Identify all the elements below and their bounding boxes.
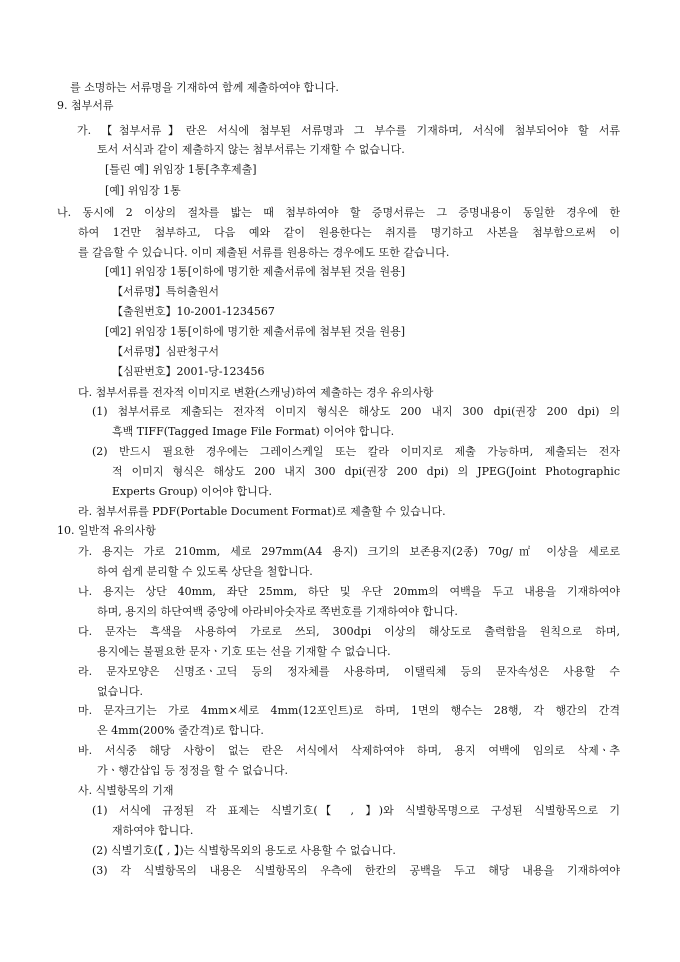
- text-line: 하여 1건만 첨부하고, 다음 예와 같이 원용한다는 취지를 명기하고 사본을 첨부함으로써 이: [78, 226, 620, 239]
- text-line: 가. 【첨부서류】란은 서식에 첨부된 서류명과 그 부수를 기재하며, 서식에 첨부되어야 할 서류: [77, 124, 620, 137]
- text-line: 재하여야 합니다.: [112, 824, 194, 837]
- text-line: (1) 서식에 규정된 각 표제는 식별기호(【 , 】)와 식별항목명으로 구성된 식별항목으로 기: [92, 804, 620, 817]
- text-line: (1) 첨부서류로 제출되는 전자적 이미지 형식은 해상도 200 내지 300 dpi(권장 200 dpi) 의: [92, 405, 620, 418]
- example-line: 【서류명】특허출원서: [112, 285, 220, 298]
- text-line: 다. 문자는 흑색을 사용하여 가로로 쓰되, 300dpi 이상의 해상도로 출력함을 원칙으로 하며,: [78, 625, 620, 638]
- section-heading: 9. 첨부서류: [57, 99, 114, 112]
- text-line: 토서 서식과 같이 제출하지 않는 첨부서류는 기재할 수 없습니다.: [97, 143, 405, 156]
- text-line: Experts Group) 이어야 합니다.: [112, 485, 272, 498]
- text-line: 나. 동시에 2 이상의 절차를 밟는 때 첨부하여야 할 증명서류는 그 증명내용이 동일한 경우에 한: [57, 206, 620, 219]
- text-line: 를 갈음할 수 있습니다. 이미 제출된 서류를 원용하는 경우에도 또한 같습니다.: [78, 246, 450, 259]
- text-line: 용지에는 불필요한 문자ㆍ기호 또는 선을 기재할 수 없습니다.: [97, 645, 391, 658]
- text-line: 사. 식별항목의 기재: [78, 784, 174, 797]
- example-line: 【심판번호】2001-당-123456: [112, 365, 265, 378]
- text-line: 가ㆍ행간삽입 등 정정을 할 수 없습니다.: [97, 764, 288, 777]
- text-line: 를 소명하는 서류명을 기재하여 함께 제출하여야 합니다.: [70, 81, 339, 94]
- text-line: (2) 식별기호(【 , 】)는 식별항목외의 용도로 사용할 수 없습니다.: [92, 844, 396, 857]
- text-line: (3) 각 식별항목의 내용은 식별항목의 우측에 한칸의 공백을 두고 해당 내용을 기재하여야: [92, 864, 620, 877]
- example-line: [예] 위임장 1통: [105, 184, 181, 197]
- text-line: 적 이미지 형식은 해상도 200 내지 300 dpi(권장 200 dpi) 의 JPEG(Joint Photographic: [112, 465, 620, 478]
- text-line: (2) 반드시 필요한 경우에는 그레이스케일 또는 칼라 이미지로 제출 가능하며, 제출되는 전자: [92, 445, 620, 458]
- text-line: 은 4mm(200% 줄간격)로 합니다.: [97, 724, 264, 737]
- example-line: [예2] 위임장 1통[이하에 명기한 제출서류에 첨부된 것을 원용]: [105, 325, 406, 338]
- text-line: 마. 문자크기는 가로 4mm×세로 4mm(12포인트)로 하며, 1면의 행수는 28행, 각 행간의 간격: [78, 704, 620, 717]
- text-line: 흑백 TIFF(Tagged Image File Format) 이어야 합니다.: [112, 425, 395, 438]
- section-heading: 10. 일반적 유의사항: [57, 524, 156, 537]
- text-line: 가. 용지는 가로 210mm, 세로 297mm(A4 용지) 크기의 보존용지(2종) 70g/㎡ 이상을 세로로: [78, 545, 620, 558]
- text-line: 나. 용지는 상단 40mm, 좌단 25mm, 하단 및 우단 20mm의 여백을 두고 내용을 기재하여야: [78, 585, 620, 598]
- example-line: 【서류명】심판청구서: [112, 345, 220, 358]
- text-line: 다. 첨부서류를 전자적 이미지로 변환(스캐닝)하여 제출하는 경우 유의사항: [78, 386, 434, 399]
- text-line: 하며, 용지의 하단여백 중앙에 아라비아숫자로 쪽번호를 기재하여야 합니다.: [97, 605, 458, 618]
- example-line: [틀린 예] 위임장 1통[추후제출]: [105, 163, 257, 176]
- text-line: 라. 문자모양은 신명조ㆍ고딕 등의 정자체를 사용하며, 이탤릭체 등의 문자속성은 사용할 수: [78, 665, 620, 678]
- example-line: [예1] 위임장 1통[이하에 명기한 제출서류에 첨부된 것을 원용]: [105, 265, 406, 278]
- example-line: 【출원번호】10-2001-1234567: [112, 305, 275, 318]
- text-line: 하여 쉽게 분리할 수 있도록 상단을 철합니다.: [97, 565, 313, 578]
- text-line: 라. 첨부서류를 PDF(Portable Document Format)로 제출할 수 있습니다.: [78, 505, 446, 518]
- text-line: 바. 서식중 해당 사항이 없는 란은 서식에서 삭제하여야 하며, 용지 여백에 임의로 삭제ㆍ추: [78, 744, 620, 757]
- text-line: 없습니다.: [97, 685, 144, 698]
